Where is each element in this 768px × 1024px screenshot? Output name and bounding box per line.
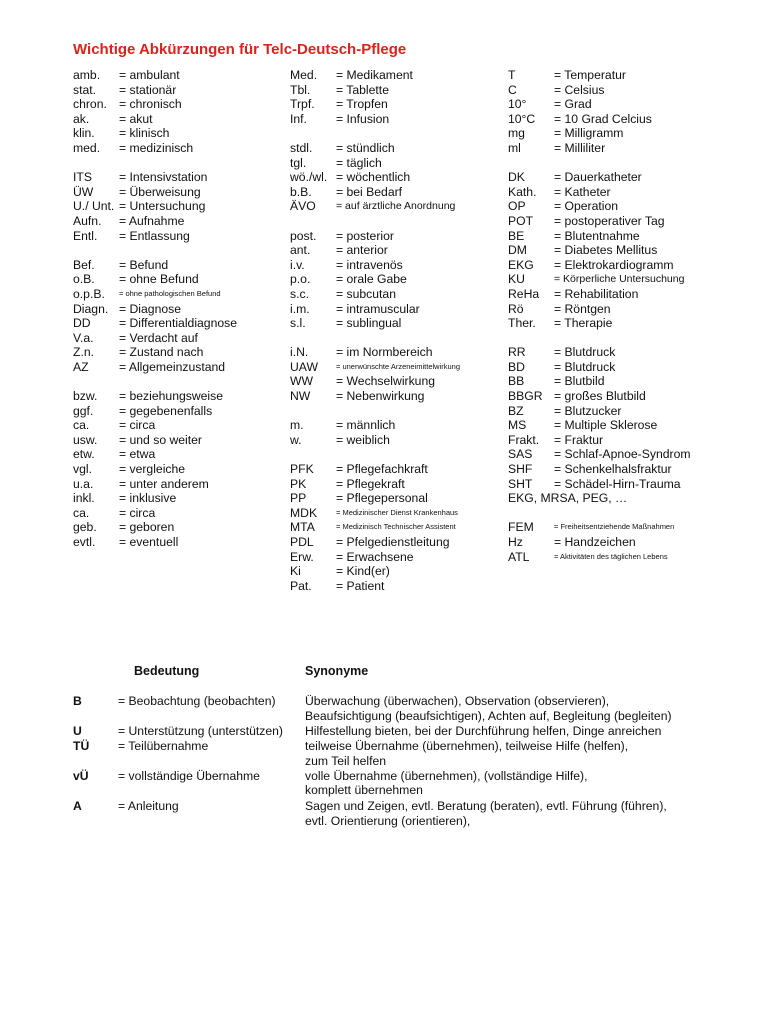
abbreviation-meaning: = Pflegekraft	[336, 476, 405, 491]
abbreviation: SHF	[508, 462, 533, 477]
abbreviation-meaning: = Rehabilitation	[554, 286, 639, 301]
abbreviation-meaning: = Aktivitäten des täglichen Lebens	[554, 551, 668, 561]
abbreviation: post.	[290, 228, 317, 243]
abbreviation-meaning: = Allgemeinzustand	[119, 359, 226, 374]
abbreviation-meaning: = Körperliche Untersuchung	[554, 273, 685, 286]
legend-key: U	[73, 724, 82, 738]
abbreviation: Diagn.	[73, 301, 109, 316]
legend-header-bedeutung: Bedeutung	[134, 664, 200, 678]
abbreviation-meaning: = wöchentlich	[336, 170, 411, 185]
abbreviation-meaning: = Überweisung	[119, 184, 201, 199]
abbreviation-meaning: = Verdacht auf	[119, 330, 198, 345]
legend-synonyms: Überwachung (überwachen), Observation (observieren),	[305, 694, 610, 708]
abbreviation: OP	[508, 199, 526, 214]
abbreviation: ITS	[73, 170, 92, 185]
legend-key: A	[73, 799, 82, 813]
abbreviation-meaning: = etwa	[119, 447, 156, 462]
abbreviation: SHT	[508, 476, 533, 491]
abbreviation: Aufn.	[73, 213, 102, 228]
abbreviation: Frakt.	[508, 432, 540, 447]
abbreviation: BBGR	[508, 389, 543, 404]
abbreviation-meaning: = Röntgen	[554, 301, 611, 316]
abbreviation: UAW	[290, 359, 318, 374]
legend-meaning: = Anleitung	[118, 799, 179, 813]
abbreviation: 10°	[508, 97, 527, 112]
abbreviation-meaning: = Kind(er)	[336, 564, 390, 579]
abbreviation: ca.	[73, 418, 90, 433]
abbreviation-meaning: = Diabetes Mellitus	[554, 243, 658, 258]
abbreviation-meaning: = medizinisch	[119, 140, 194, 155]
abbreviation-meaning: = Tablette	[336, 82, 389, 97]
abbreviation-meaning: = Infusion	[336, 111, 390, 126]
abbreviation: mg	[508, 126, 525, 141]
abbreviation: tgl.	[290, 155, 307, 170]
abbreviation-meaning: = unter anderem	[119, 476, 209, 491]
abbreviation-meaning: = Grad	[554, 97, 592, 112]
abbreviation-meaning: = Dauerkatheter	[554, 170, 642, 185]
abbreviation-meaning: = Intensivstation	[119, 170, 208, 185]
abbreviation: geb.	[73, 520, 97, 535]
legend-header-synonyme: Synonyme	[305, 664, 369, 678]
abbreviation: Inf.	[290, 111, 307, 126]
abbreviation: vgl.	[73, 462, 92, 477]
abbreviation: AZ	[73, 359, 89, 374]
abbreviation: bzw.	[73, 389, 98, 404]
abbreviation-meaning: = Untersuchung	[119, 199, 206, 214]
abbreviation: s.l.	[290, 316, 306, 331]
abbreviation-meaning: = stündlich	[336, 140, 395, 155]
legend-synonyms: komplett übernehmen	[305, 783, 423, 797]
abbreviation: PDL	[290, 535, 314, 549]
abbreviation: PFK	[290, 462, 314, 477]
abbreviation-meaning: = Milligramm	[554, 126, 624, 141]
legend-key: vÜ	[73, 769, 89, 783]
abbreviation-meaning: = intramuscular	[336, 301, 420, 316]
abbreviation-meaning: = inklusive	[119, 491, 177, 506]
legend-synonyms: Sagen und Zeigen, evtl. Beratung (beraten), evtl. Führung (führen),	[305, 799, 667, 813]
abbreviation-meaning: = vergleiche	[119, 462, 186, 477]
abbreviation-meaning: = Differentialdiagnose	[119, 316, 238, 331]
abbreviation: ca.	[73, 505, 90, 520]
legend-meaning: = Beobachtung (beobachten)	[118, 694, 276, 708]
abbreviation: BZ	[508, 403, 524, 418]
abbreviation: p.o.	[290, 272, 311, 287]
abbreviation: C	[508, 82, 517, 97]
abbreviation: BD	[508, 359, 525, 374]
abbreviation-meaning: = Tropfen	[336, 97, 388, 112]
abbreviation: DK	[508, 170, 525, 185]
abbreviation: POT	[508, 213, 534, 228]
abbreviation-meaning: = Entlassung	[119, 228, 190, 243]
abbreviation: PK	[290, 476, 307, 491]
abbreviation: U./ Unt.	[73, 199, 115, 214]
abbreviation-meaning: = Blutdruck	[554, 345, 616, 360]
abbreviation-meaning: = unerwünschte Arzeneimittelwirkung	[336, 361, 461, 371]
abbreviation: DD	[73, 316, 91, 331]
abbreviation-meaning: = Multiple Sklerose	[554, 418, 658, 433]
abbreviation: MDK	[290, 505, 318, 520]
abbreviation-meaning: = ambulant	[119, 68, 180, 82]
abbreviation: chron.	[73, 97, 107, 112]
abbreviation-meaning: = Befund	[119, 257, 169, 272]
abbreviation: Bef.	[73, 257, 95, 272]
abbreviation: PP	[290, 491, 307, 506]
abbreviation-meaning: = Blutbild	[554, 374, 605, 389]
abbreviation-meaning: = Celsius	[554, 82, 605, 97]
legend-key: TÜ	[73, 739, 90, 753]
abbreviation-meaning: = posterior	[336, 228, 394, 243]
abbreviation-meaning: = Operation	[554, 199, 619, 214]
abbreviation: m.	[290, 418, 304, 433]
abbreviation-meaning: = beziehungsweise	[119, 389, 224, 404]
abbreviation-meaning: = Blutzucker	[554, 403, 622, 418]
abbreviation: Med.	[290, 68, 318, 82]
abbreviation-meaning: = großes Blutbild	[554, 389, 646, 404]
abbreviation-meaning: = Pfelgedienstleitung	[336, 535, 450, 549]
abbreviation: ggf.	[73, 403, 94, 418]
abbreviation-meaning: = Elektrokardiogramm	[554, 257, 674, 272]
abbreviation: usw.	[73, 432, 98, 447]
abbreviation-meaning: = Therapie	[554, 316, 613, 331]
abbreviation: SAS	[508, 447, 533, 462]
abbreviation-meaning: = 10 Grad Celcius	[554, 111, 652, 126]
abbreviation: med.	[73, 140, 101, 155]
abbreviation-meaning: = Zustand nach	[119, 345, 204, 360]
abbreviation-meaning: = Aufnahme	[119, 213, 185, 228]
abbreviation-meaning: = gegebenenfalls	[119, 403, 213, 418]
abbreviation-meaning: = geboren	[119, 520, 175, 535]
abbreviation: o.B.	[73, 272, 95, 287]
abbreviation-meaning: = Medikament	[336, 68, 413, 82]
abbreviation-meaning: = Fraktur	[554, 432, 604, 447]
abbreviation: b.B.	[290, 184, 312, 199]
abbreviation: Pat.	[290, 578, 312, 593]
abbreviation-meaning: = circa	[119, 505, 156, 520]
abbreviation-meaning: = Pflegefachkraft	[336, 462, 428, 477]
abbreviation-meaning: = chronisch	[119, 97, 182, 112]
abbreviation: inkl.	[73, 491, 95, 506]
abbreviation-meaning: = ohne Befund	[119, 272, 199, 287]
legend-synonyms: Hilfestellung bieten, bei der Durchführung helfen, Dinge anreichen	[305, 724, 662, 738]
abbreviation: BE	[508, 228, 525, 243]
abbreviation: ÄVO	[290, 199, 316, 214]
abbreviation-meaning: = akut	[119, 111, 153, 126]
abbreviation: EKG, MRSA, PEG, …	[508, 491, 628, 506]
legend-meaning: = Teilübernahme	[118, 739, 209, 753]
abbreviation-meaning: = Temperatur	[554, 68, 626, 82]
abbreviation-meaning: = bei Bedarf	[336, 184, 403, 199]
abbreviation: BB	[508, 374, 525, 389]
abbreviation-meaning: = männlich	[336, 418, 396, 433]
abbreviation: Ther.	[508, 316, 536, 331]
legend-meaning: = Unterstützung (unterstützen)	[118, 724, 283, 738]
legend-key: B	[73, 694, 82, 708]
abbreviation-meaning: = Blutentnahme	[554, 228, 640, 243]
abbreviation: ReHa	[508, 286, 540, 301]
abbreviation-meaning: = Medizinischer Dienst Krankenhaus	[336, 507, 458, 517]
abbreviation-meaning: = Patient	[336, 578, 385, 593]
abbreviation-meaning: = anterior	[336, 243, 388, 258]
legend-synonyms: zum Teil helfen	[305, 754, 387, 768]
abbreviation: i.v.	[290, 257, 305, 272]
abbreviation: Ki	[290, 564, 301, 579]
abbreviation: s.c.	[290, 286, 309, 301]
abbreviation: V.a.	[73, 330, 94, 345]
abbreviation: w.	[290, 432, 302, 447]
abbreviation: 10°C	[508, 111, 536, 126]
abbreviation: Erw.	[290, 549, 314, 564]
abbreviation: DM	[508, 243, 527, 258]
abbreviation: Z.n.	[73, 345, 94, 360]
abbreviation: klin.	[73, 126, 95, 141]
abbreviation-meaning: = Erwachsene	[336, 549, 414, 564]
abbreviation-meaning: = subcutan	[336, 286, 396, 301]
abbreviation: i.N.	[290, 345, 309, 360]
abbreviation-meaning: = Schlaf-Apnoe-Syndrom	[554, 447, 691, 462]
abbreviation: ak.	[73, 111, 90, 126]
abbreviation-meaning: = im Normbereich	[336, 345, 433, 360]
abbreviation: ant.	[290, 243, 311, 258]
abbreviation: i.m.	[290, 301, 310, 316]
abbreviation-meaning: = postoperativer Tag	[554, 213, 665, 228]
abbreviation-meaning: = eventuell	[119, 535, 179, 549]
abbreviation: Rö	[508, 301, 524, 316]
abbreviation-meaning: = Katheter	[554, 184, 611, 199]
abbreviation-meaning: = intravenös	[336, 257, 403, 272]
abbreviation-meaning: = Milliliter	[554, 140, 606, 155]
abbreviation: Entl.	[73, 228, 98, 243]
abbreviation-meaning: = Diagnose	[119, 301, 181, 316]
abbreviation: RR	[508, 345, 526, 360]
abbreviation-meaning: = Nebenwirkung	[336, 389, 425, 404]
abbreviation: KU	[508, 272, 525, 287]
abbreviation: Kath.	[508, 184, 537, 199]
abbreviation-meaning: = ohne pathologischen Befund	[119, 288, 221, 298]
legend-synonyms: evtl. Orientierung (orientieren),	[305, 814, 471, 828]
abbreviation: NW	[290, 389, 311, 404]
abbreviation: o.p.B.	[73, 286, 105, 301]
abbreviation: wö./wl.	[290, 170, 328, 185]
abbreviation-meaning: = stationär	[119, 82, 177, 97]
abbreviation-meaning: = Blutdruck	[554, 359, 616, 374]
abbreviation-meaning: = und so weiter	[119, 432, 202, 447]
abbreviation-meaning: = klinisch	[119, 126, 170, 141]
abbreviation-meaning: = Schenkelhalsfraktur	[554, 462, 672, 477]
abbreviation-meaning: = Schädel-Hirn-Trauma	[554, 476, 681, 491]
abbreviation: Tbl.	[290, 82, 311, 97]
abbreviation: MTA	[290, 520, 315, 535]
abbreviation: ATL	[508, 549, 530, 564]
abbreviation-meaning: = orale Gabe	[336, 272, 407, 287]
abbreviation-meaning: = täglich	[336, 155, 382, 170]
abbreviation: WW	[290, 374, 314, 389]
legend-meaning: = vollständige Übernahme	[118, 769, 260, 783]
legend-synonyms: volle Übernahme (übernehmen), (vollständige Hilfe),	[305, 769, 588, 783]
legend-synonyms: Beaufsichtigung (beaufsichtigen), Achten auf, Begleitung (begleiten)	[305, 709, 672, 723]
abbreviation-meaning: = Handzeichen	[554, 535, 636, 549]
abbreviation: MS	[508, 418, 527, 433]
legend-synonyms: teilweise Übernahme (übernehmen), teilweise Hilfe (helfen),	[305, 739, 629, 753]
abbreviation-meaning: = Pflegepersonal	[336, 491, 428, 506]
abbreviation: EKG	[508, 257, 534, 272]
abbreviation: evtl.	[73, 535, 96, 549]
abbreviation: FEM	[508, 520, 534, 535]
abbreviation-meaning: = sublingual	[336, 316, 402, 331]
abbreviation: etw.	[73, 447, 95, 462]
abbreviation-meaning: = Freiheitsentziehende Maßnahmen	[554, 522, 675, 532]
abbreviation: Trpf.	[290, 97, 315, 112]
abbreviation: ÜW	[73, 184, 94, 199]
abbreviation: u.a.	[73, 476, 94, 491]
abbreviation-meaning: = Wechselwirkung	[336, 374, 436, 389]
abbreviation-meaning: = circa	[119, 418, 156, 433]
abbreviation-meaning: = weiblich	[336, 432, 390, 447]
abbreviation: ml	[508, 140, 521, 155]
abbreviation: amb.	[73, 68, 101, 82]
abbreviation: T	[508, 68, 516, 82]
page-title: Wichtige Abkürzungen für Telc-Deutsch-Pflege	[73, 41, 407, 58]
abbreviation: stat.	[73, 82, 97, 97]
abbreviation: stdl.	[290, 140, 313, 155]
abbreviation-meaning: = Medizinisch Technischer Assistent	[336, 522, 456, 532]
abbreviation: Hz	[508, 535, 523, 549]
abbreviation-meaning: = auf ärztliche Anordnung	[336, 200, 456, 213]
